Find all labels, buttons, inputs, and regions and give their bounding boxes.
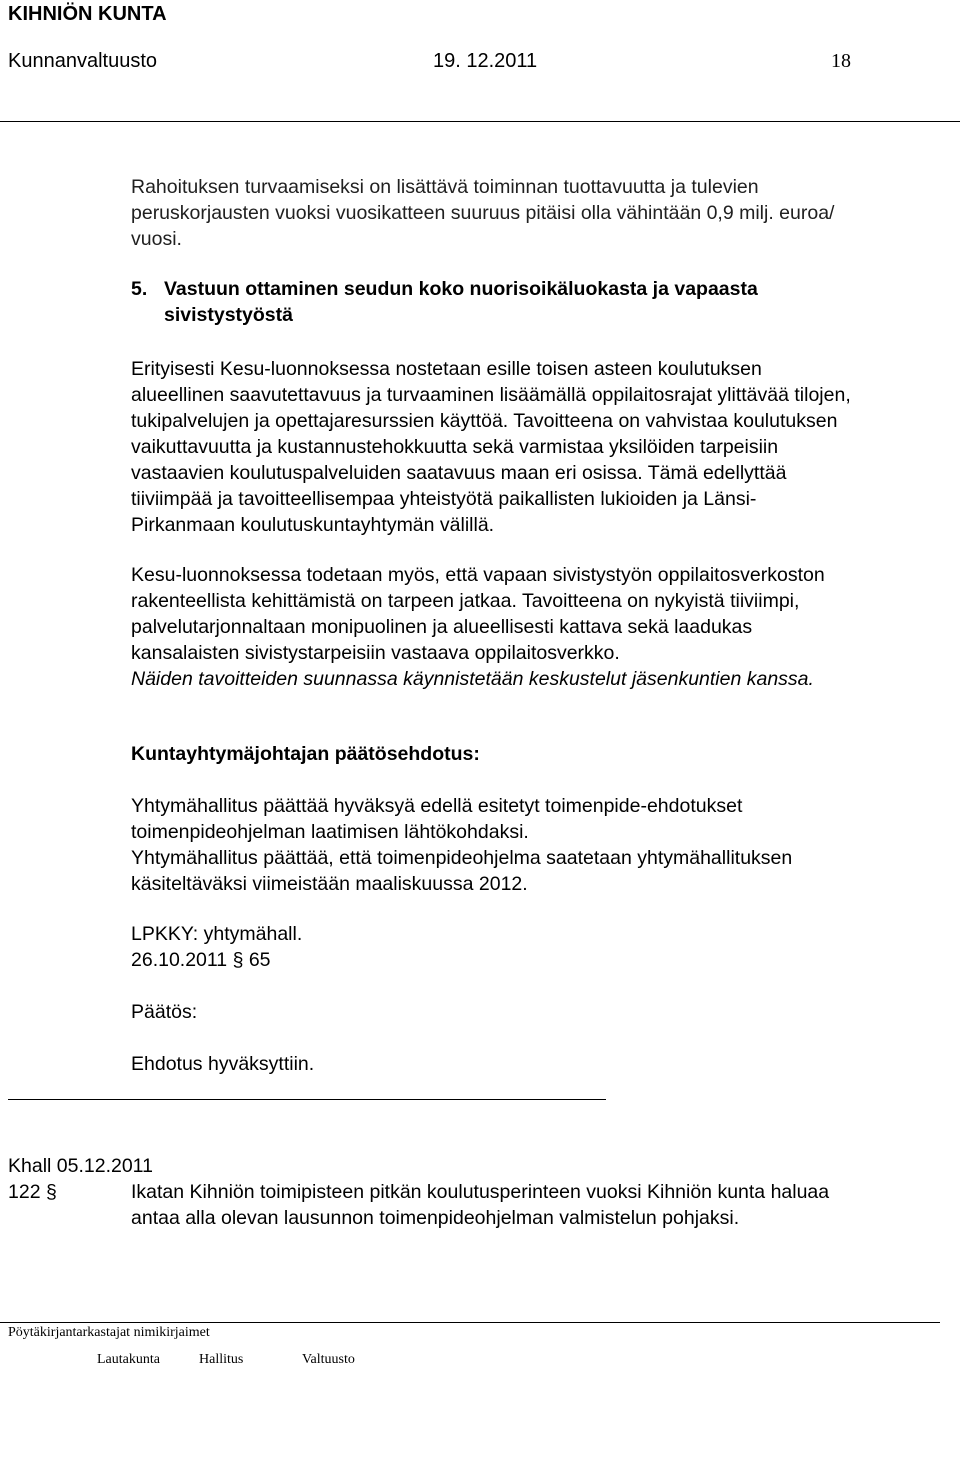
signature-line (8, 1099, 606, 1100)
heading-line: Vastuun ottaminen seudun koko nuorisoikäluokasta ja vapaasta (164, 278, 758, 300)
decision-text: Ehdotus hyväksyttiin. (131, 1053, 315, 1075)
section-paragraph-2 (131, 562, 951, 692)
header-divider (0, 121, 960, 122)
footer-label: Pöytäkirjantarkastajat nimikirjaimet (8, 1325, 210, 1340)
page-number: 18 (831, 50, 851, 72)
text-line: rakenteellista kehittämistä on tarpeen jatkaa. Tavoitteena on nykyistä tiiviimpi, (131, 590, 800, 612)
text-line: alueellinen saavutettavuus ja turvaaminen lisäämällä oppilaitosrajat ylittävää tilojen, (131, 384, 851, 406)
decision-label: Päätös: (131, 1001, 198, 1023)
text-line: tukipalvelujen ja opettajaresurssien käyttöä. Tavoitteena on vahvistaa koulutuksen (131, 410, 838, 432)
text-line: Yhtymähallitus päättää, että toimenpideohjelma saatetaan yhtymähallituksen (131, 847, 793, 869)
meeting-date: 19. 12.2011 (433, 50, 538, 72)
footer-item-lautakunta: Lautakunta (97, 1352, 160, 1367)
reference-line: LPKKY: yhtymähall. (131, 923, 303, 945)
text-line: Kesu-luonnoksessa todetaan myös, että vapaan sivistystyön oppilaitosverkoston (131, 564, 825, 586)
khall-date: Khall 05.12.2011 (8, 1155, 153, 1177)
text-line: Ikatan Kihniön toimipisteen pitkän koulutusperinteen vuoksi Kihniön kunta haluaa (131, 1181, 830, 1203)
section-sign-number: 122 § (8, 1181, 57, 1203)
intro-paragraph (131, 174, 951, 252)
khall-text (131, 1179, 951, 1231)
text-line: kansalaisten sivistystarpeisiin vastaava oppilaitosverkko. (131, 642, 620, 664)
text-line: tiiviimpää ja tavoitteellisempaa yhteistyötä paikallisten lukioiden ja Länsi- (131, 488, 757, 510)
footer-item-valtuusto: Valtuusto (302, 1352, 355, 1367)
section-heading (164, 276, 944, 328)
decision-reference (131, 921, 951, 973)
text-line: peruskorjausten vuoksi vuosikatteen suuruus pitäisi olla vähintään 0,9 milj. euroa/ (131, 202, 835, 224)
italic-statement: Näiden tavoitteiden suunnassa käynnistetään keskustelut jäsenkuntien kanssa. (131, 668, 814, 690)
section-number: 5. (131, 278, 148, 300)
text-line: käsiteltäväksi viimeistään maaliskuussa 2012. (131, 873, 528, 895)
text-line: vaikuttavuutta ja kustannustehokkuutta sekä varmistaa yksilöiden tarpeisiin (131, 436, 779, 458)
footer-item-hallitus: Hallitus (199, 1352, 244, 1367)
text-line: Erityisesti Kesu-luonnoksessa nostetaan esille toisen asteen koulutuksen (131, 358, 762, 380)
heading-line: sivistystyöstä (164, 304, 293, 326)
text-line: palvelutarjonnaltaan monipuolinen ja alueellisesti kattava sekä laadukas (131, 616, 753, 638)
text-line: vastaavien koulutuspalveluiden saatavuus maan eri osissa. Tämä edellyttää (131, 462, 787, 484)
proposal-heading: Kuntayhtymäjohtajan päätösehdotus: (131, 743, 480, 765)
organization-name: KIHNIÖN KUNTA (8, 3, 167, 25)
text-line: antaa alla olevan lausunnon toimenpideohjelman valmistelun pohjaksi. (131, 1207, 740, 1229)
reference-line: 26.10.2011 § 65 (131, 949, 271, 971)
section-paragraph-1 (131, 356, 951, 538)
text-line: vuosi. (131, 228, 182, 250)
proposal-text (131, 793, 951, 897)
text-line: Pirkanmaan koulutuskuntayhtymän välillä. (131, 514, 495, 536)
council-name: Kunnanvaltuusto (8, 50, 158, 72)
text-line: Rahoituksen turvaamiseksi on lisättävä toiminnan tuottavuutta ja tulevien (131, 176, 759, 198)
text-line: Yhtymähallitus päättää hyväksyä edellä esitetyt toimenpide-ehdotukset (131, 795, 743, 817)
footer-divider (0, 1322, 940, 1323)
text-line: toimenpideohjelman laatimisen lähtökohdaksi. (131, 821, 529, 843)
